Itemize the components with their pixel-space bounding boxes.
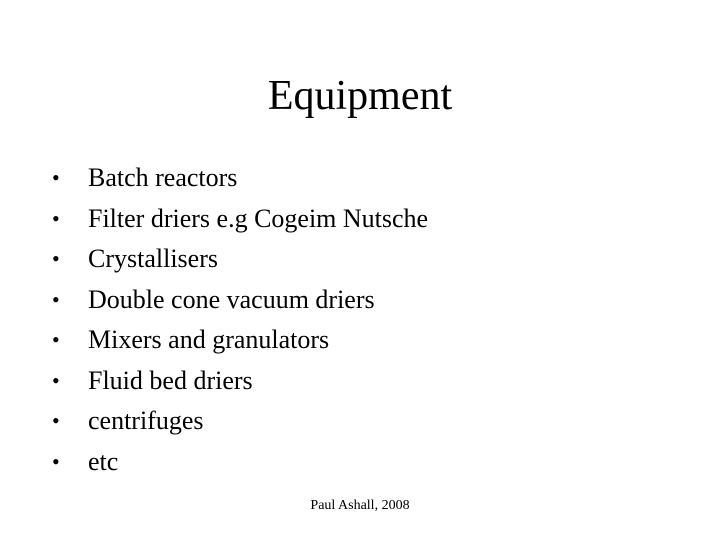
list-item [52, 401, 428, 442]
list-item [52, 158, 428, 199]
bullet-icon: • [52, 286, 60, 312]
slide-title-text: Equipment [267, 73, 453, 119]
list-item [52, 239, 428, 280]
bullet-icon: • [52, 327, 60, 352]
list-item-text: Crystallisers [88, 244, 218, 273]
list-item-text: Double cone vacuum driers [88, 284, 375, 314]
list-item [52, 320, 428, 361]
list-item [52, 280, 428, 321]
list-item-text: etc [88, 446, 119, 476]
bullet-list [52, 158, 428, 482]
bullet-icon: • [52, 246, 60, 271]
bullet-icon: • [52, 165, 60, 190]
bullet-icon: • [52, 205, 60, 231]
slide-title [0, 70, 720, 122]
list-item-text: centrifuges [88, 406, 204, 435]
list-item-text: Fluid bed driers [88, 365, 253, 395]
list-item [52, 442, 428, 483]
list-item [52, 199, 428, 240]
list-item-text: Filter driers e.g Cogeim Nutsche [88, 203, 429, 233]
list-item [52, 361, 428, 402]
list-item-text: Batch reactors [88, 163, 238, 192]
bullet-icon: • [52, 448, 60, 474]
slide-footer: Paul Ashall, 2008 [310, 498, 410, 513]
bullet-icon: • [52, 367, 60, 393]
bullet-icon: • [52, 408, 60, 433]
list-item-text: Mixers and granulators [88, 325, 330, 354]
